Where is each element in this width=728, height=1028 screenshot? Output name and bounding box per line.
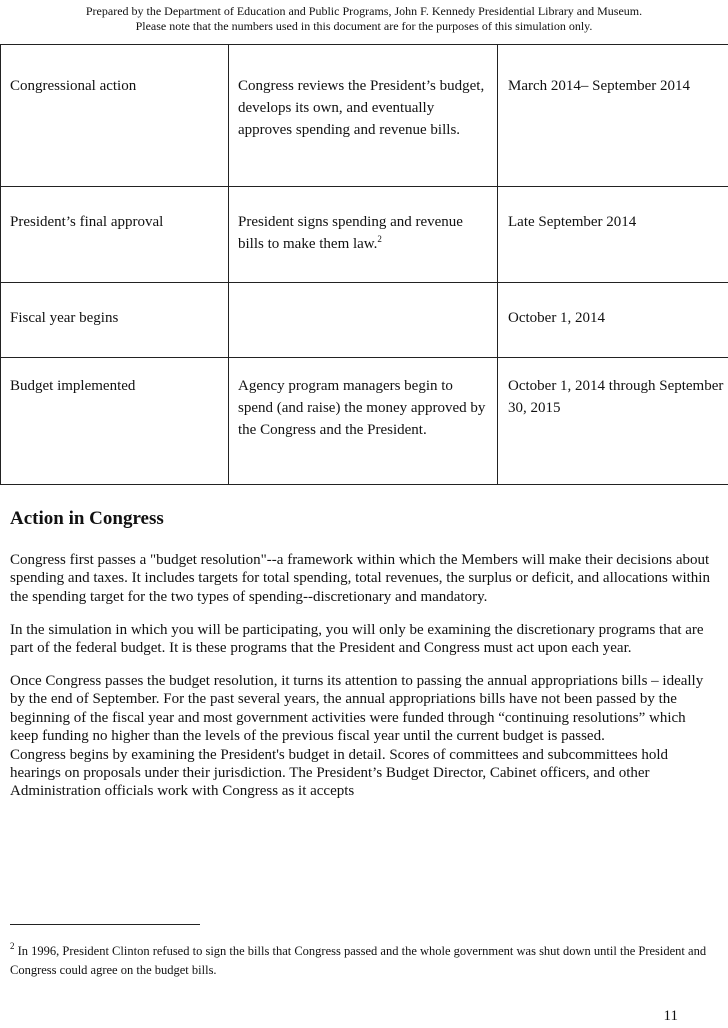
footnote-divider [10, 924, 200, 925]
footnote-ref: 2 [377, 234, 382, 244]
stage-cell: Budget implemented [1, 358, 229, 485]
description-cell [229, 283, 498, 358]
stage-cell: President’s final approval [1, 187, 229, 283]
table-row [1, 358, 728, 485]
budget-schedule-table [0, 44, 728, 485]
section-body [10, 551, 710, 815]
table-row [1, 187, 728, 283]
document-header [0, 4, 728, 34]
timing-cell: October 1, 2014 through September 30, 2015 [498, 358, 728, 485]
timing-cell: Late September 2014 [498, 187, 728, 283]
description-cell: Congress reviews the President’s budget, develops its own, and eventually approves spending and revenue bills. [229, 45, 498, 187]
paragraph: Once Congress passes the budget resolution, it turns its attention to passing the annual appropriations bills – ideally by the end of September. For the past several years, the annual appropriations bills have not been passed by the beginning of the fiscal year and most government activities were funded through “continuing resolutions” which keep funding no higher than the levels of the previous fiscal year until the current budget is passed. [10, 673, 704, 745]
paragraph: Congress first passes a "budget resolution"--a framework within which the Members will make their decisions about spending and taxes. It includes targets for total spending, total revenues, the surplus or deficit, and allocations within the spending target for the two types of spending--discretionary and mandatory. [10, 552, 710, 605]
stage-cell: Fiscal year begins [1, 283, 229, 358]
paragraph: In the simulation in which you will be participating, you will only be examining the discretionary programs that are part of the federal budget. It is these programs that the President and Congress must act upon each year. [10, 621, 704, 657]
footnote [10, 942, 718, 980]
description-cell: President signs spending and revenue bills to make them law.$^2$ [229, 187, 498, 283]
paragraph: Congress begins by examining the President's budget in detail. Scores of committees and subcommittees hold hearings on proposals under their jurisdiction. The President’s Budget Director, Cabinet officers, and other Administration officials work with Congress as it accepts [10, 746, 669, 800]
description-cell: Agency program managers begin to spend (and raise) the money approved by the Congress and the President. [229, 358, 498, 485]
header-line-1: Prepared by the Department of Education and Public Programs, John F. Kennedy Presidential Library and Museum. [85, 4, 643, 18]
section-heading: Action in Congress [10, 508, 164, 529]
stage-cell: Congressional action [1, 45, 229, 187]
footnote-number: 2 [10, 941, 15, 951]
page-number: 11 [663, 1008, 678, 1024]
table-row [1, 45, 728, 187]
timing-cell: October 1, 2014 [498, 283, 728, 358]
header-line-2: Please note that the numbers used in this document are for the purposes of this simulation only. [135, 19, 593, 33]
timing-cell: March 2014– September 2014 [498, 45, 728, 187]
footnote-text: In 1996, President Clinton refused to sign the bills that Congress passed and the whole government was shut down until the President and Congress could agree on the budget bills. [10, 944, 707, 977]
table-row [1, 283, 728, 358]
